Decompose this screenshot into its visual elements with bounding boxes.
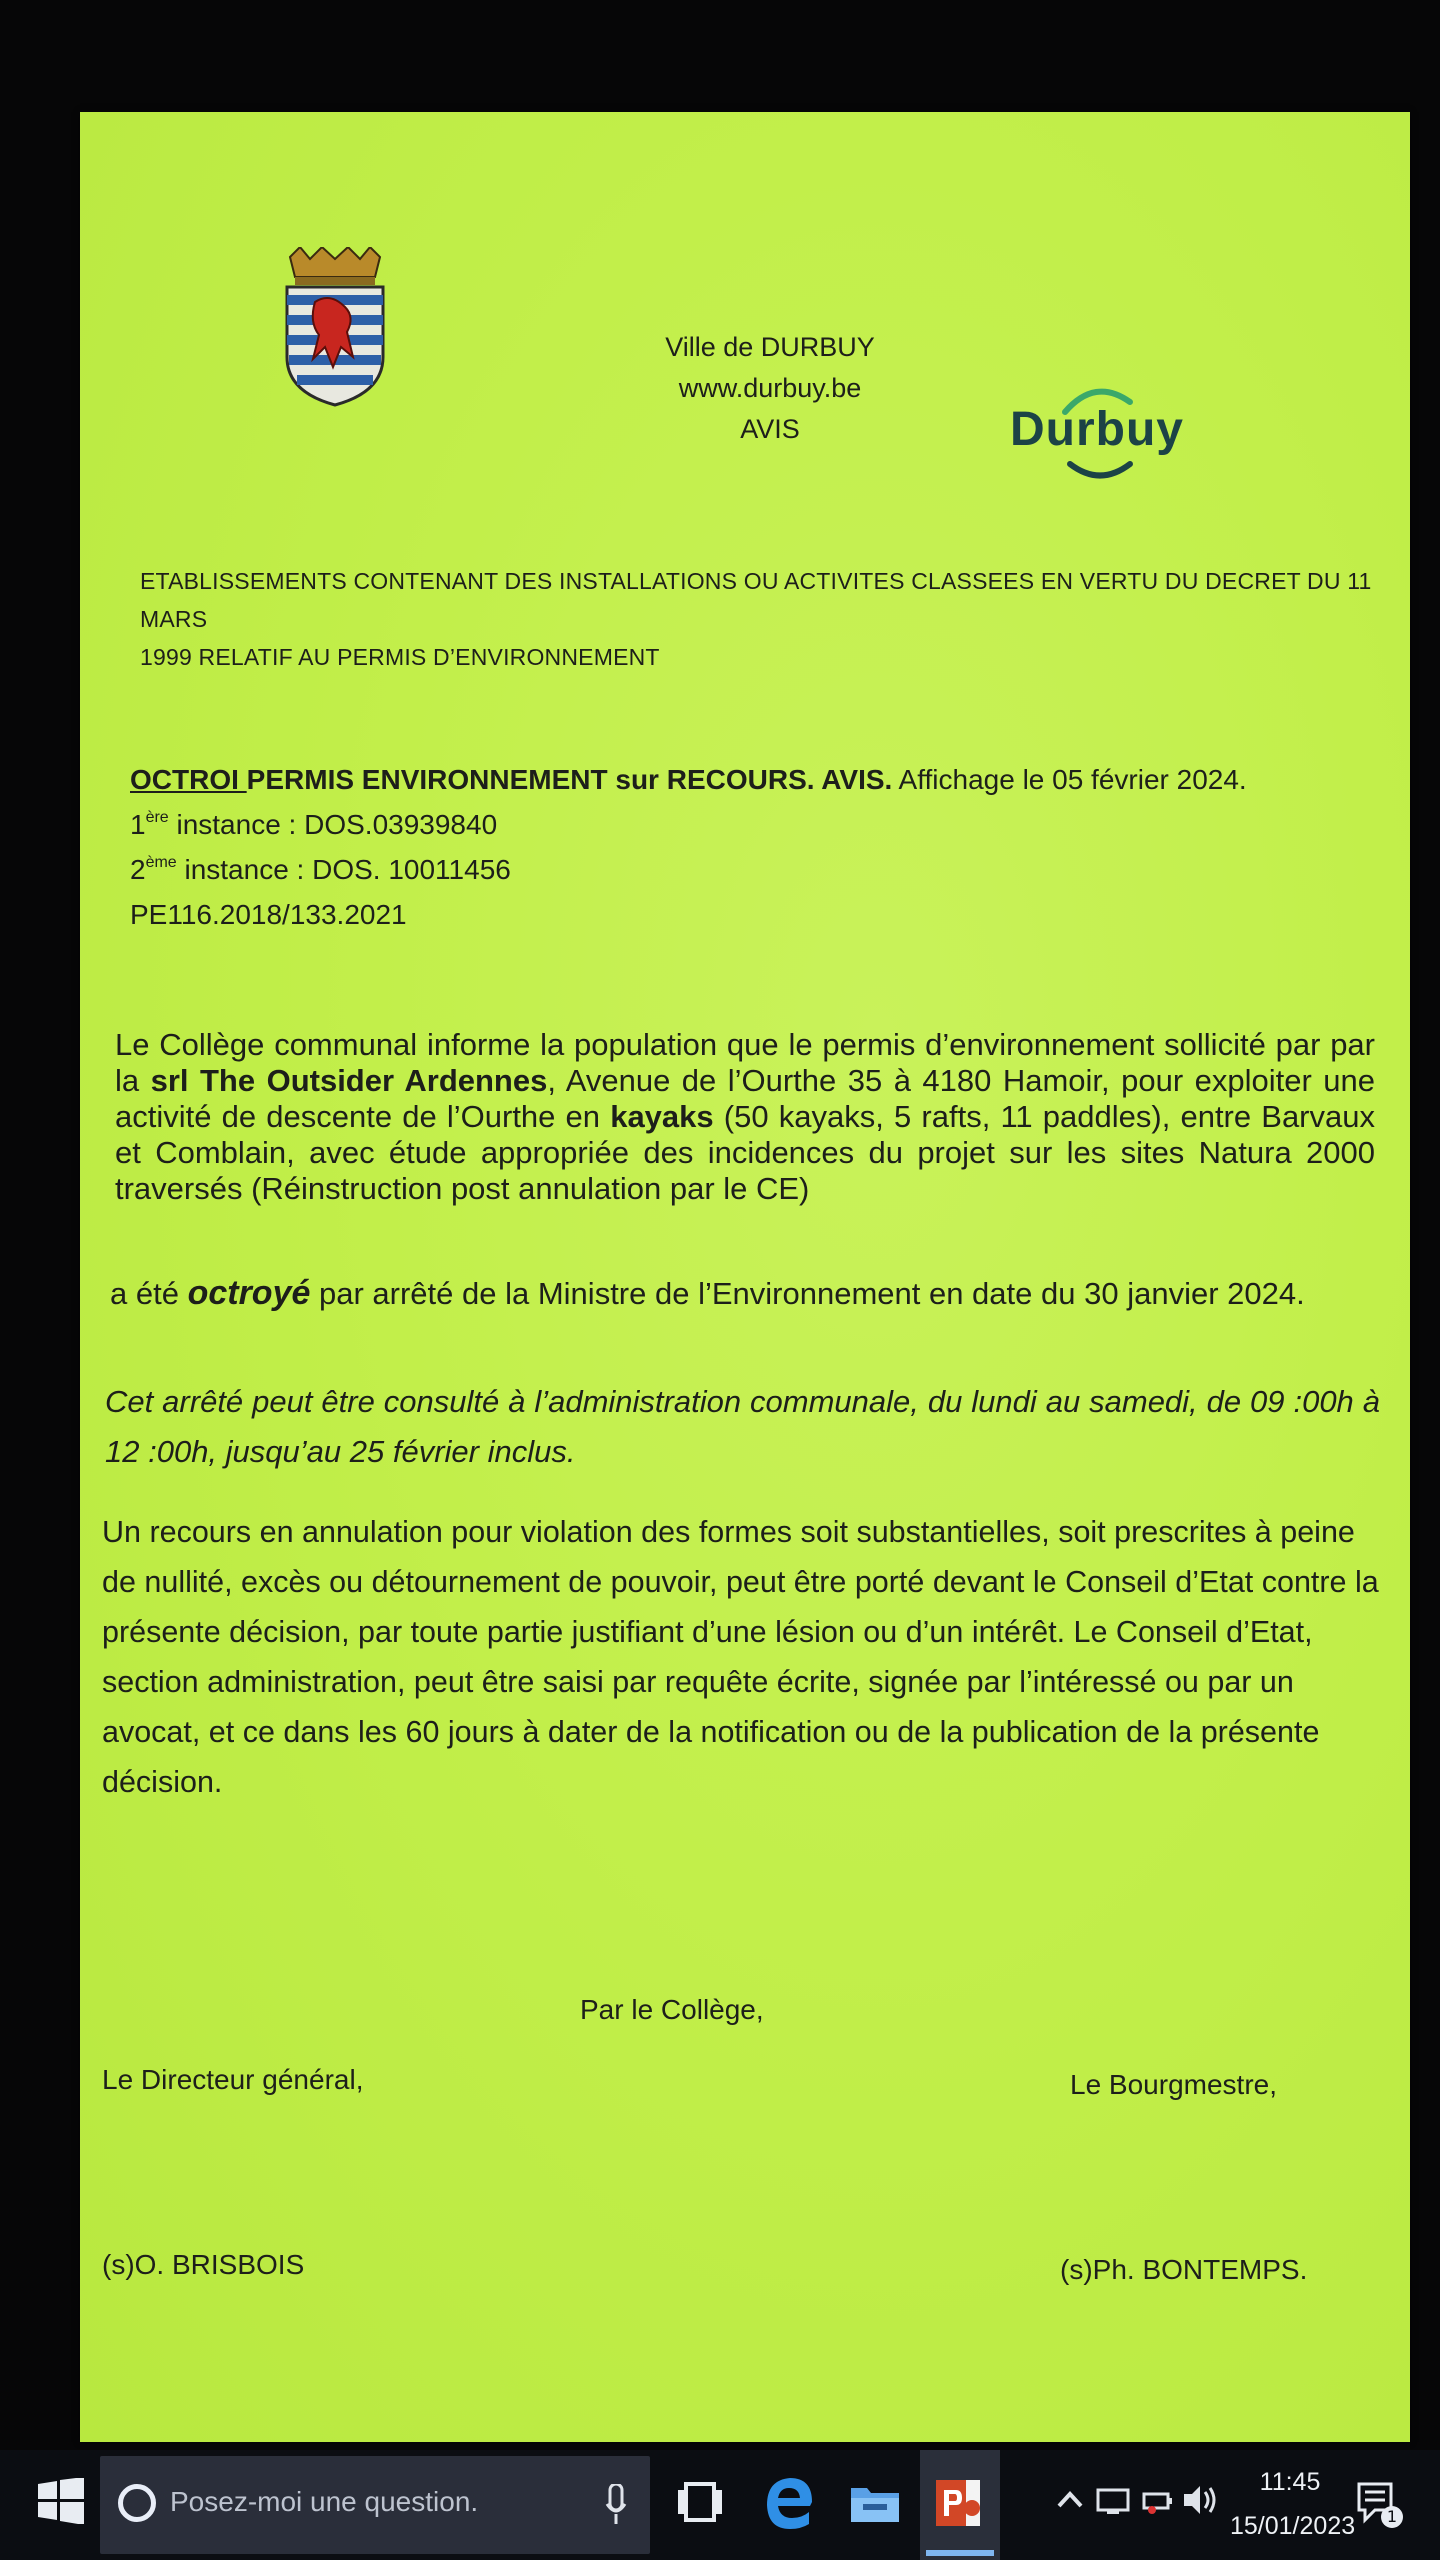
search-placeholder[interactable]: Posez-moi une question. xyxy=(170,2486,479,2517)
octroye-part-a: a été xyxy=(110,1276,188,1311)
ref1-num: 1 xyxy=(130,809,146,840)
establishment-line-1: ETABLISSEMENTS CONTENANT DES INSTALLATIONS OU ACTIVITES CLASSEES EN VERTU DU DECRET DU 11 MARS xyxy=(140,568,1372,632)
powerpoint-icon[interactable] xyxy=(930,2472,990,2532)
company-name: srl The Outsider Ardennes xyxy=(150,1063,548,1098)
par-le-college: Par le Collège, xyxy=(580,1994,764,2025)
volume-icon[interactable] xyxy=(1180,2480,1220,2520)
notification-count: 1 xyxy=(1381,2506,1403,2528)
edge-browser-icon[interactable] xyxy=(760,2472,820,2532)
task-view-icon[interactable] xyxy=(670,2472,730,2532)
bourgmestre-signature: (s)Ph. BONTEMPS. xyxy=(1060,2254,1308,2285)
para1-part-b: , Avenue de l’Ourthe 35 à 4180 Hamoir, pour exploiter une activité de descente de l’Ourthe en xyxy=(115,1063,1375,1134)
ref2-num: 2 xyxy=(130,854,146,885)
battery-icon[interactable] xyxy=(1140,2482,1176,2518)
avis-label: AVIS xyxy=(740,414,800,444)
taskbar xyxy=(0,2450,1440,2560)
durbuy-logo xyxy=(1010,382,1210,492)
ref1-text: instance : DOS.03939840 xyxy=(168,809,498,840)
octroye-part-b: par arrêté de la Ministre de l’Environnement en date du 30 janvier 2024. xyxy=(310,1276,1305,1311)
ref1-sup: ère xyxy=(145,809,169,826)
establishment-heading xyxy=(140,562,1390,676)
search-box[interactable] xyxy=(100,2456,650,2554)
document-page xyxy=(80,112,1410,2442)
directeur-title: Le Directeur général, xyxy=(102,2064,364,2095)
directeur-signature: (s)O. BRISBOIS xyxy=(102,2249,305,2280)
establishment-line-2: 1999 RELATIF AU PERMIS D’ENVIRONNEMENT xyxy=(140,644,660,670)
powerpoint-app-button[interactable] xyxy=(920,2450,1000,2560)
ref-pe-number: PE116.2018/133.2021 xyxy=(130,899,407,930)
affichage-date: Affichage le 05 février 2024. xyxy=(892,764,1247,795)
coat-of-arms-icon xyxy=(275,247,395,407)
octroi-bold-title: PERMIS ENVIRONNEMENT sur RECOURS. AVIS. xyxy=(246,764,893,795)
microphone-icon[interactable] xyxy=(605,2484,627,2526)
consultation-paragraph: Cet arrêté peut être consulté à l’administration communale, du lundi au samedi, de 09 :00h à 12 :00h, jusqu’au 25 février inclus. xyxy=(105,1384,1380,1469)
octroi-title xyxy=(130,762,1380,797)
website: www.durbuy.be xyxy=(678,373,862,403)
kayaks-word: kayaks xyxy=(610,1099,714,1134)
system-clock[interactable] xyxy=(1230,2460,1356,2548)
ref2-text: instance : DOS. 10011456 xyxy=(176,854,511,885)
clock-time[interactable]: 11:45 xyxy=(1259,2468,1321,2496)
octroye-word: octroyé xyxy=(187,1274,311,1312)
ref2-sup: ème xyxy=(145,854,177,871)
ref-first-instance xyxy=(130,807,497,842)
network-icon[interactable] xyxy=(1095,2482,1131,2518)
chevron-up-icon[interactable] xyxy=(1055,2480,1085,2520)
logo-text: Durbuy xyxy=(1010,403,1184,456)
header-block xyxy=(640,327,900,450)
ref-second-instance xyxy=(130,852,511,887)
main-paragraph xyxy=(115,1027,1375,1207)
active-app-indicator xyxy=(926,2550,994,2556)
cortana-icon[interactable] xyxy=(118,2484,156,2522)
octroye-statement xyxy=(110,1272,1390,1315)
city-name: Ville de DURBUY xyxy=(665,332,875,362)
recours-paragraph: Un recours en annulation pour violation des formes soit substantielles, soit prescrites à peine de nullité, excès ou détournement de pouvoir, peut être porté devant le Conseil d’Etat contre la présente décision, par toute partie justifiant d’une lésion ou d’un intérêt. Le Conseil d’Etat, section administration, peut être saisi par requête écrite, signée par l’intéressé ou par un avocat, et ce dans les 60 jours à dater de la notification ou de la publication de la présente décision. xyxy=(102,1515,1379,1799)
bourgmestre-title: Le Bourgmestre, xyxy=(1070,2069,1277,2100)
action-center-button[interactable] xyxy=(1355,2478,1398,2528)
windows-start-icon[interactable] xyxy=(38,2478,84,2524)
file-explorer-icon[interactable] xyxy=(845,2472,905,2532)
clock-date[interactable]: 15/01/2023 xyxy=(1230,2512,1356,2540)
para1-part-c: (50 kayaks, 5 rafts, 11 paddles), entre Barvaux et Comblain, avec étude appropriée des incidences du projet sur les sites Natura 2000 traversés (Réinstruction post annulation par le CE) xyxy=(115,1099,1375,1206)
para1-part-a: Le Collège communal informe la population que le permis d’environnement sollicité par par la xyxy=(115,1027,1375,1098)
octroi-word: OCTROI xyxy=(130,764,247,795)
